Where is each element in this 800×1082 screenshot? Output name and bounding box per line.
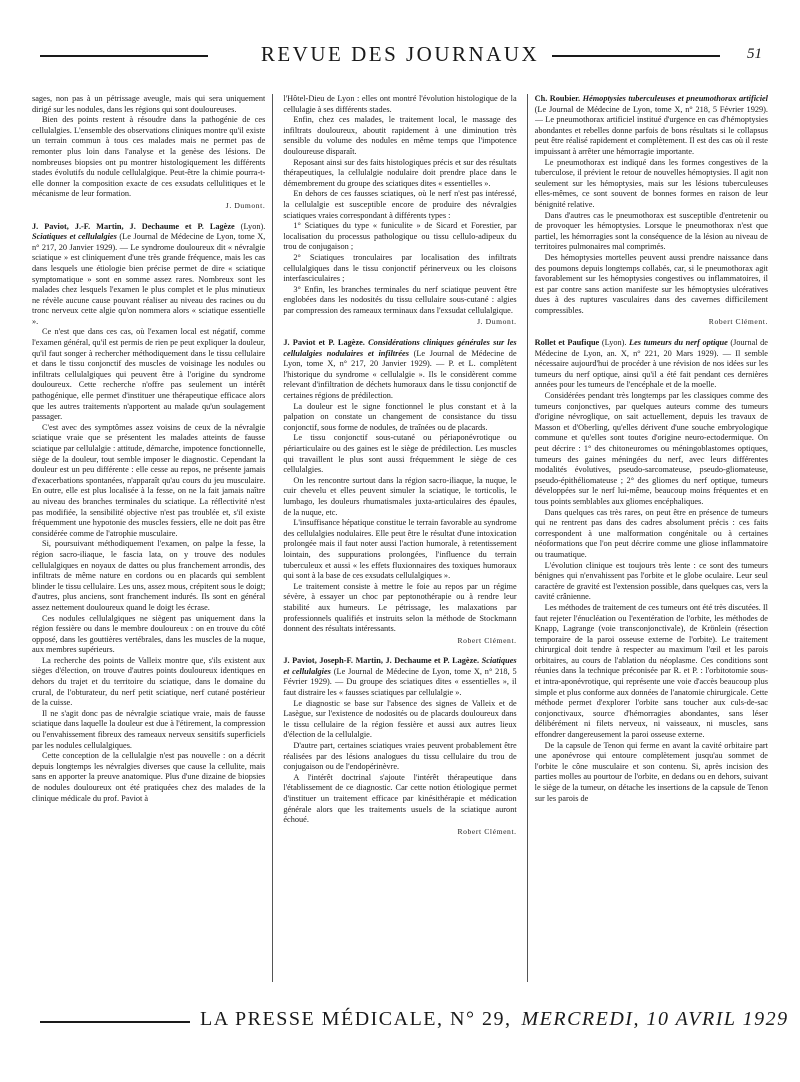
article-authors: Rollet et Paufique [534,338,600,348]
paragraph: Le diagnostic se base sur l'absence des signes de Valleix et de Lasègue, sur l'existence de nodosités ou de placards douloureux dans le tissu cellulaire de la région fessière et aussi aux autres lieux d'élection de la cellulalgie. [283,698,517,740]
author-signature: Robert Clément. [457,826,517,836]
paragraph: Le traitement consiste à mettre le foie au repos par un régime sévère, à essayer un choc par peptonothérapie ou à rendre leur stabilité aux humeurs. Le pétrissage, les malaxations par professionnels qualifiés et instruits selon la méthode de Stockmann donnent des résultats intéressants. [283,581,517,634]
paragraph: Le tissu conjonctif sous-cutané ou périaponévrotique ou périarticulaire ou des gaines est le siège de prédilection. Les muscles qui travaillent le plus sont aussi fréquemment le siège de ces cellulalgies. [283,433,517,475]
article-affiliation: (Lyon). [599,338,630,348]
column-divider [527,94,528,982]
paragraph: L'évolution clinique est toujours très lente : ce sont des tumeurs bénignes qui n'envahissent pas l'orbite et le globe oculaire. Leur seul caractère de gravité est l'extension possible, dans quelques cas, vers la cavité crânienne. [534,560,768,602]
header-rule [552,55,720,57]
author-signature: J. Dumont. [225,200,266,210]
column-divider [272,94,273,982]
article-heading [535,338,768,391]
article-citation: (Le Journal de Médecine de Lyon, tome X, n° 218, 5 Février 1929). — Le pneumothorax artificiel institué d'urgence en cas d'hémoptysies abondantes et rebelles donne parfois de bons résultats si le collapsus peut être réalisé rapidement et complètement. Il est des cas où il reste impuissant à arrêter une hémorragie importante. [534,104,768,156]
paragraph: l'Hôtel-Dieu de Lyon : elles ont montré l'évolution histologique de la cellulagie à ses différents stades. [283,94,517,114]
paragraph: C'est avec des symptômes assez voisins de ceux de la névralgie sciatique vraie que se présentent les malades atteints de fausse sciatique par cellulalgie : attitude, démarche, impotence fonctionnelle, siège de la douleur, tout semble imposer le diagnostic. Cependant la douleur est un peu différente : elle cesse au repos, ne présente jamais d'exacerbations spontanées, n'apparaît qu'au cours du jeu musculaire. En outre, elle est plus localisée à la fesse, on ne la fait jamais naître au niveau des branches terminales du sciatique. La réflectivité n'est pas modifiée, la sensibilité objective n'est pas troublée et, s'il existe fréquemment une hypotonie des muscles fessiers, elle ne doit pas être considérée comme de l'atrophie musculaire. [32,422,266,538]
paragraph: On les rencontre surtout dans la région sacro-iliaque, la nuque, le cuir chevelu et elles peuvent simuler la sciatique, le torticolis, le lumbago, les douleurs rhumatismales juxta-articulaires des épaules, de la nuque, etc. [283,475,517,517]
article-citation: (Le Journal de Médecine de Lyon, tome X, n° 217, 20 Janvier 1929). — P. et L. complètent l'historique du syndrome « cellulalgie ». Ils le considèrent comme relevant d'infiltration de déchets humoraux dans le tissu conjonctif de certaines régions de prédilection. [283,348,517,401]
paragraph: Bien des points restent à résoudre dans la pathogénie de ces cellulalgies. L'ensemble des observations cliniques montre qu'il existe un terrain commun à tous ces malades mais ne permet pas de remonter plus loin dans l'analyse et la genèse des lésions. De nombreuses biopsies ont pu montrer histologiquement les différents stades évolutifs du nodule cellulalgique. Peut-être la chimie pourra-t-elle donner la composition exacte de ces exsudats cellulitiques et le mécanisme de leur formation. [32,115,266,199]
paragraph: Dans d'autres cas le pneumothorax est susceptible d'entretenir ou de provoquer les hémoptysies. Lorsque le pneumothorax n'est que partiel, les hémorragies sont la conséquence de la lésion au niveau de territoires pulmonaires mal comprimés. [534,210,768,252]
paragraph: La douleur est le signe fonctionnel le plus constant et à la palpation on constate un changement de consistance du tissu conjonctif, sous forme de nodules, de traînées ou de placards. [283,401,517,432]
journal-title: REVUE DES JOURNAUX [260,42,540,66]
paragraph: 2° Sciatiques tronculaires par localisation des infiltrats cellulalgiques dans le tissu conjonctif périnerveux ou les cloisons interfasciculaires ; [283,252,517,284]
paragraph: sages, non pas à un pétrissage aveugle, mais qui sera uniquement dirigé sur les nodules, dans les régions qui sont douloureuses. [32,94,266,114]
paragraph: Dans quelques cas très rares, on peut être en présence de tumeurs qui ne rentrent pas dans des cadres absolument précis : ces faits correspondent à une malformation congénitale ou à certaines néoformations que l'on peut décrire comme une gliose inflammatoire ou traumatique. [534,507,768,559]
article-title: Sciatiques et cellulalgies [32,232,117,242]
footer-issue: LA PRESSE MÉDICALE, N° 29, [200,1008,512,1030]
paragraph: 1° Sciatiques du type « funiculite » de Sicard et Forestier, par localisation du processus pathologique ou tissu cellulo-adipeux du trou de conjugaison ; [283,221,517,252]
author-signature: Robert Clément. [708,317,768,327]
footer-rule [40,1021,190,1023]
page-footer [28,1008,789,1038]
article-authors: Ch. Roubier. [534,94,581,103]
author-signature: J. Dumont. [477,317,517,327]
paragraph: La recherche des points de Valleix montre que, s'ils existent aux sièges d'élection, on trouve d'autres points douloureux identiques en dehors du trajet et du territoire du sciatique, dans le domaine du crural, de l'obturateur, du nerf petit sciatique, nerf cutané postérieur de la cuisse. [32,655,266,708]
paragraph: Ce n'est que dans ces cas, où l'examen local est négatif, comme l'examen général, qu'il est permis de rien pe peut expliquer la douleur, qu'il faut songer à rechercher méthodiquement dans le tissu cellulaire et dans le tissu conjonctif des muscles de voisinage les nodules ou infiltrats cellulalgiques qui peuvent être à l'origine du syndrome douloureux. Cette recherche n'offre pas seulement un intérêt pathogénique, elle permet d'instituer une thérapeutique efficace alors que les autres traitements n'apportent au malade qu'un soulagement passager. [32,327,266,422]
article-title: Hémoptysies tuberculeuses et pneumothorax artificiel [582,94,768,103]
paragraph: Il ne s'agit donc pas de névralgie sciatique vraie, mais de fausse sciatique dans laquelle la douleur est due à l'étirement, la compression ou l'envahissement fibreux des rameaux nerveux sensitifs superficiels par les nodules cellulalgiques. [32,708,266,750]
paragraph: A l'intérêt doctrinal s'ajoute l'intérêt thérapeutique dans l'établissement de ce diagnostic. Car cette notion étiologique permet d'instituer un traitement efficace par kinésithérapie et médication générale alors que les traitements usuels de la sciatique auront échoué. [283,772,517,825]
article-citation: (Journal de Médecine de Lyon, an. X, n° 221, 20 Mars 1929). — Il semble nécessaire aujourd'hui de procéder à une révision de nos idées sur les tumeurs du nerf optique, ainsi qu'il a été fait pendant ces dernières années pour les tumeurs de l'encéphale et de la moelle. [534,338,768,390]
article-authors: J. Paviot, J.-F. Martin, J. Dechaume et P. Lagèze [32,221,235,231]
paragraph: En dehors de ces fausses sciatiques, où le nerf n'est pas intéressé, la cellulalgie est susceptible encore de produire des névralgies sciatiques vraies correspondant à différents types : [283,189,517,220]
column-right [535,94,768,982]
paragraph: 3° Enfin, les branches terminales du nerf sciatique peuvent être englobées dans les nodosités du tissu cellulaire sous-cutané : algies par compression des rameaux terminaux dans l'exsudat cellulalgique. [283,284,517,315]
article-authors: J. Paviot et P. Lagèze. [283,338,365,348]
paragraph: Si, poursuivant méthodiquement l'examen, on palpe la fesse, la région sacro-iliaque, le fascia lata, on y trouve des nodules cellulalgiques en noyaux de dattes ou plus franchement arrondis, des infiltrats de même nature en cordons ou en placards qui semblent blinder le tissu cellulaire. Les uns, assez mous, crépitent sous le doigt; d'autres, plus anciens, sont franchement indurés. Ils sont en général assez nettement douloureux quand le doigt les écrase. [32,539,266,612]
paragraph: Des hémoptysies mortelles peuvent aussi prendre naissance dans des poumons depuis longtemps collabés, car, si le pneumothorax agit favorablement sur les hémoptysies congestives ou inflammatoires, il est par contre sans action manifeste sur les hémoptysies ulcératives dues à des ruptures vasculaires dans des cavernes difficilement compressibles. [534,252,768,315]
page-number: 51 [747,46,762,62]
footer-text [200,1008,789,1031]
article-affiliation: (Lyon). [234,221,266,231]
column-left [32,94,265,982]
article-citation: (Le Journal de Médecine de Lyon, tome X, n° 217, 20 Janvier 1929). — Le syndrome douloureux dit « névralgie sciatique » est cliniquement d'une très grande fréquence, mais les cas dans lesquels une étiologie bien précise permet de dire « sciatique symptomatique » sont en somme assez rares. Nombreux sont les malades chez lesquels l'examen le plus complet et le plus minutieux ne révèle aucune cause pouvant réaliser au niveau des racines ou du tronc nerveux cette algie qu'on nommera alors « sciatique essentielle ». [32,232,266,326]
paragraph: Les méthodes de traitement de ces tumeurs ont été très discutées. Il faut rejeter l'énucléation ou l'exentération de l'orbite, les méthodes de Knapp, Lagrange (voie transconjonctivale), de Krönlein (résection temporaire de la paroi osseuse externe de l'orbite). Le traitement chirurgical doit tendre à respecter au maximum l'œil et les parois orbitaires, au cours de l'ablation du néoplasme. Ces conditions sont réunies dans la technique préconisée par R. et P. : l'orbitotomie sous- et intra-aponévrotique, qui représente une voie d'accès beaucoup plus simple et plus conforme aux données de l'anatomie chirurgicale. Cette méthode permet d'explorer l'orbite sans toucher aux culs-de-sac conjonctivaux, source d'hémorragies abondantes, sans léser délibérément ni filets nerveux, ni vaisseaux, ni muscles, sans effondrer dangereusement la paroi osseuse externe. [534,602,768,740]
article-title: Sciatiques et cellulalgies [283,656,517,676]
article-heading [283,656,516,698]
article-title: Considérations cliniques générales sur les cellulalgies nodulaires et infiltrées [283,338,517,358]
author-signature: Robert Clément. [457,635,517,645]
paragraph: Ces nodules cellulalgiques ne siègent pas uniquement dans la région fessière ou dans le membre douloureux : on en trouve du côté opposé, dans les gouttières vertébrales, dans les muscles de la nuque, aux membres supérieurs. [32,613,266,655]
paragraph: Enfin, chez ces malades, le traitement local, le massage des infiltrats douloureux, aboutit rapidement à une diminution très sensible du volume des nodules en même temps que l'impotence douloureuse disparaît. [283,115,517,156]
paragraph: Reposant ainsi sur des faits histologiques précis et sur des résultats thérapeutiques, la cellulalgie nodulaire doit prendre place dans le démembrement du groupe des sciatiques dites « essentielles ». [283,157,517,188]
article-heading [32,222,265,328]
article-authors: J. Paviot, Joseph-F. Martin, J. Dechaume et P. Lagèze. [283,656,480,666]
article-title: Les tumeurs du nerf optique [629,338,728,348]
paragraph: Considérées pendant très longtemps par les classiques comme des tumeurs conjonctives, par quelques auteurs comme des tumeurs d'origine névroglique, on sait actuellement, depuis les travaux de Masson et d'Oberling, qu'elles dérivent d'une souche embryologique commune et qu'elles sont toutes d'origine neuro-ectodermique. On peut décrire : 1° des chitoneuromes ou méningoblastomes optiques, tumeurs des gaines méningées du nerf, avec leurs différentes modalités évolutives, pseudo-sarcomateuse, pseudo-gliomateuse, pseudo-épithéliomateuse ; 2° des gliomes du nerf optique, tumeurs développées sur le nerf lui-même, beaucoup moins fréquentes et en tous points semblables aux gliomes encéphaliques. [534,391,768,506]
paragraph: D'autre part, certaines sciatiques vraies peuvent probablement être réalisées par des lésions analogues du tissu cellulaire du trou de conjugaison ou de l'endopérinèvre. [283,741,517,772]
paragraph: Cette conception de la cellulalgie n'est pas nouvelle : on a décrit depuis longtemps les névralgies diverses que cause la cellulite, mais sans en apporter la preuve anatomique. Plus d'une dizaine de biopsies de nodules douloureux ont été pratiquées chez des malades de la clinique médicale du prof. Paviot à [32,751,266,803]
paragraph: L'insuffisance hépatique constitue le terrain favorable au syndrome des cellulalgies nodulaires. Elle peut être le résultat d'une intoxication prolongée mais il faut noter aussi l'action humorale, à retentissement lointain, des suppurations prolongées, l'influence du terrain tuberculeux et aussi « les effets fluxionnaires des toxiques humoraux qui sont à la base de ces exsudats cellulalgiques ». [283,518,517,581]
paragraph: Le pneumothorax est indiqué dans les formes congestives de la tuberculose, il prévient le retour de nouvelles hémoptysies. Il agit non seulement sur les hémoptysies, mais sur les lésions tuberculeuses elles-mêmes, ce sont souvent de bonnes formes en raison de leur bénignité relative. [534,157,768,209]
article-heading [535,94,768,158]
column-middle [283,94,516,982]
article-heading [283,338,516,402]
paragraph: De la capsule de Tenon qui ferme en avant la cavité orbitaire part une aponévrose qui entoure complètement jusqu'au sommet de l'orbite le cône musculaire et son contenu. Si, après incision des parties molles au pourtour de l'orbite, en dedans ou en dehors, suivant le siège de la tumeur, on détache les insertions de la capsule de Tenon sur les parois de [534,740,768,803]
footer-date: MERCREDI, 10 AVRIL 1929 [521,1008,789,1030]
page-header [28,42,772,70]
article-citation: (Le Journal de Médecine de Lyon, tome X, n° 218, 5 Février 1929). — Du groupe des sciatiques dites « essentielles », il faut distraire les « fausses sciatiques par cellulalgie ». [283,666,517,698]
article-columns [32,94,768,982]
